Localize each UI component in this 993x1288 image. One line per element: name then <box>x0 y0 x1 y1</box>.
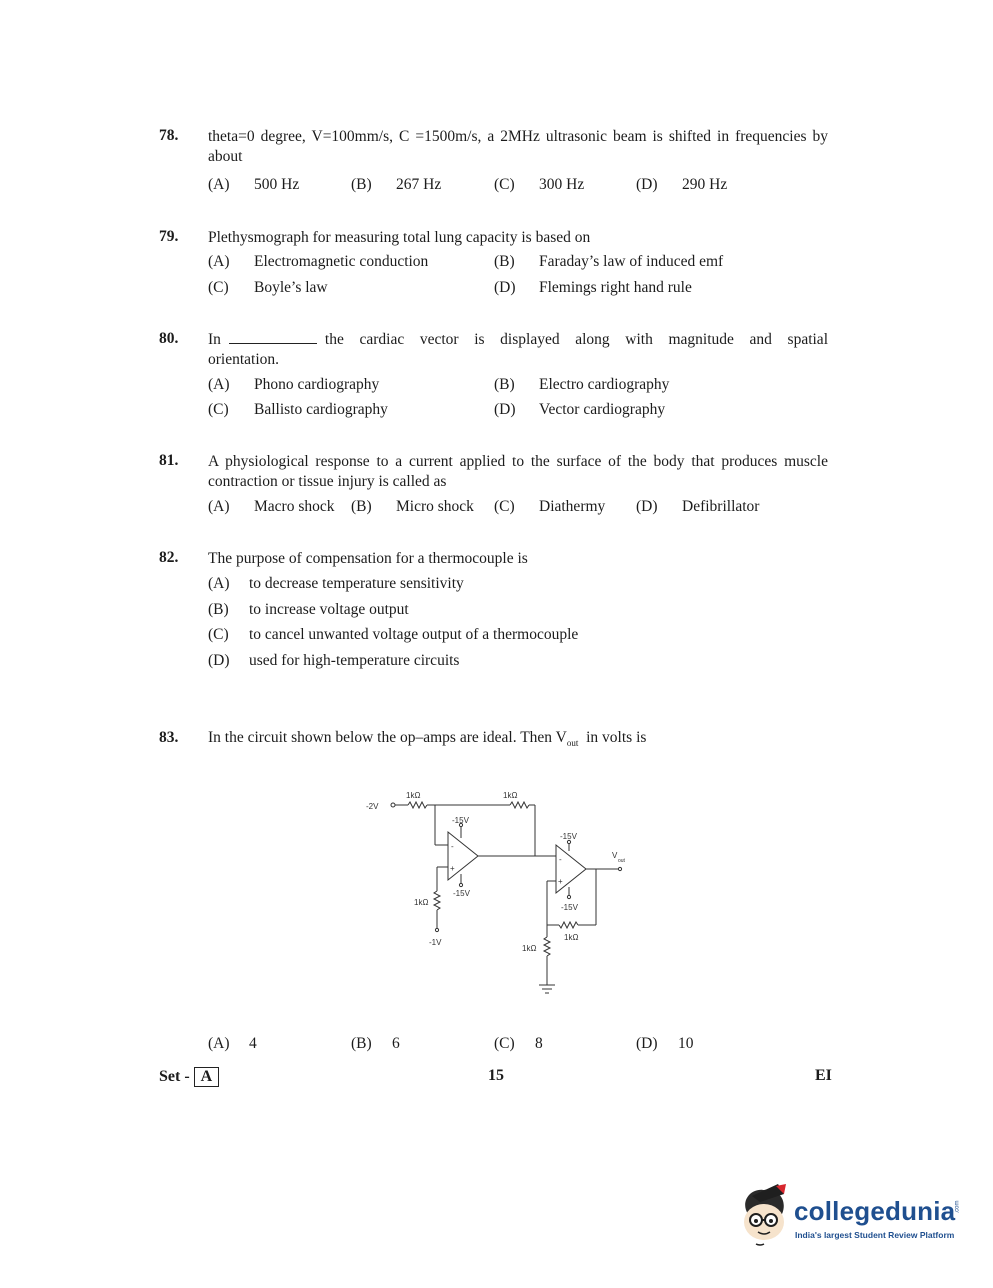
option-text: 6 <box>392 1035 400 1052</box>
supply-label: -15V <box>452 816 469 825</box>
option-letter: (D) <box>636 176 658 193</box>
option-text: Defibrillator <box>682 498 760 515</box>
option-text: Boyle’s law <box>254 279 328 296</box>
supply-label: -15V <box>453 889 470 898</box>
question-number: 82. <box>159 549 179 566</box>
input-resistor <box>408 802 427 808</box>
option-text: to decrease temperature sensitivity <box>249 575 464 592</box>
option-letter: (B) <box>494 253 515 270</box>
question-number: 78. <box>159 127 179 144</box>
option-text: 267 Hz <box>396 176 442 193</box>
input-terminal <box>391 803 395 807</box>
question-line: orientation. <box>208 351 280 368</box>
non-inverting-input-mark: + <box>450 864 455 873</box>
option-text: Ballisto cardiography <box>254 401 388 418</box>
output-label: V <box>612 851 618 860</box>
option-letter: (B) <box>351 1035 372 1052</box>
subscript: out <box>566 738 579 749</box>
option-letter: (A) <box>208 1035 230 1052</box>
option-letter: (C) <box>208 279 229 296</box>
option-text: 4 <box>249 1035 257 1052</box>
fill-in-blank <box>229 342 317 344</box>
option-text: to cancel unwanted voltage output of a thermocouple <box>249 626 579 643</box>
question-text: Plethysmograph for measuring total lung capacity is based on <box>208 229 591 246</box>
op-amp-circuit-diagram <box>360 785 640 1005</box>
option-text: used for high-temperature circuits <box>249 652 460 669</box>
question-text-after: the cardiac vector is displayed along with magnitude and spatial <box>324 331 828 348</box>
option-letter: (A) <box>208 176 230 193</box>
question-number: 83. <box>159 729 179 746</box>
option-letter: (A) <box>208 376 230 393</box>
option-text: Phono cardiography <box>254 376 380 393</box>
output-label-subscript: out <box>618 858 625 864</box>
option-letter: (B) <box>494 376 515 393</box>
question-number: 80. <box>159 330 179 347</box>
option-text: Electromagnetic conduction <box>254 253 429 270</box>
bias-voltage-label: -1V <box>429 938 442 947</box>
inverting-input-mark: - <box>451 842 454 851</box>
output-terminal <box>618 867 621 870</box>
logo-tagline: India's largest Student Review Platform <box>795 1230 955 1240</box>
collegedunia-mascot-icon <box>734 1180 794 1252</box>
bias-resistor <box>434 891 440 910</box>
page-number: 15 <box>488 1067 504 1084</box>
option-text: 290 Hz <box>682 176 728 193</box>
option-letter: (C) <box>494 176 515 193</box>
option-letter: (B) <box>351 498 372 515</box>
option-text: Flemings right hand rule <box>539 279 692 296</box>
option-letter: (C) <box>494 1035 515 1052</box>
logo-suffix: .com <box>954 1200 961 1214</box>
option-text: Diathermy <box>539 498 606 515</box>
non-inverting-input-mark: + <box>558 877 563 886</box>
option-letter: (D) <box>636 498 658 515</box>
option-letter: (C) <box>208 401 229 418</box>
resistor-label: 1kΩ <box>564 933 579 942</box>
set-box: A <box>194 1067 220 1087</box>
option-letter: (C) <box>494 498 515 515</box>
resistor-label: 1kΩ <box>406 791 421 800</box>
option-letter: (A) <box>208 575 230 592</box>
supply-label: -15V <box>560 832 577 841</box>
option-text: 8 <box>535 1035 543 1052</box>
resistor-label: 1kΩ <box>522 944 537 953</box>
inverting-input-mark: - <box>559 855 562 864</box>
question-text: theta=0 degree, V=100mm/s, C =1500m/s, a 2MHz ultrasonic beam is shifted in frequencies by about <box>208 128 828 165</box>
question-text <box>208 729 646 748</box>
question-text: The purpose of compensation for a thermocouple is <box>208 550 528 567</box>
question-line <box>208 330 828 350</box>
set-label: Set - <box>159 1068 190 1085</box>
option-letter: (A) <box>208 498 230 515</box>
option-text: Electro cardiography <box>539 376 670 393</box>
feedback-resistor <box>510 802 529 808</box>
option-letter: (D) <box>494 279 516 296</box>
question-text: A physiological response to a current applied to the surface of the body that produces muscle contraction or tissue injury is called as <box>208 453 828 490</box>
question-text <box>208 330 828 370</box>
question-text-before: In <box>208 331 221 348</box>
option-text: Micro shock <box>396 498 474 515</box>
question-number: 79. <box>159 228 179 245</box>
resistor-label: 1kΩ <box>414 898 429 907</box>
option-letter: (D) <box>208 652 230 669</box>
option-text: Vector cardiography <box>539 401 666 418</box>
set-indicator <box>159 1067 219 1087</box>
subject-code: EI <box>815 1067 832 1084</box>
input-voltage-label: -2V <box>366 802 379 811</box>
ground-resistor <box>544 937 550 956</box>
option-text: Macro shock <box>254 498 335 515</box>
option-text: 500 Hz <box>254 176 300 193</box>
option-letter: (D) <box>636 1035 658 1052</box>
question-text-after: in volts is <box>586 729 647 746</box>
option-text: to increase voltage output <box>249 601 409 618</box>
option-text: Faraday’s law of induced emf <box>539 253 724 270</box>
feedback-resistor-2 <box>559 922 578 928</box>
option-letter: (B) <box>208 601 229 618</box>
question-number: 81. <box>159 452 179 469</box>
logo-wordmark: collegedunia <box>794 1196 956 1226</box>
resistor-label: 1kΩ <box>503 791 518 800</box>
option-text: 300 Hz <box>539 176 585 193</box>
option-letter: (D) <box>494 401 516 418</box>
option-letter: (A) <box>208 253 230 270</box>
question-text-before: In the circuit shown below the op–amps are ideal. Then V <box>208 729 567 746</box>
option-letter: (B) <box>351 176 372 193</box>
option-letter: (C) <box>208 626 229 643</box>
option-text: 10 <box>678 1035 694 1052</box>
supply-label: -15V <box>561 903 578 912</box>
